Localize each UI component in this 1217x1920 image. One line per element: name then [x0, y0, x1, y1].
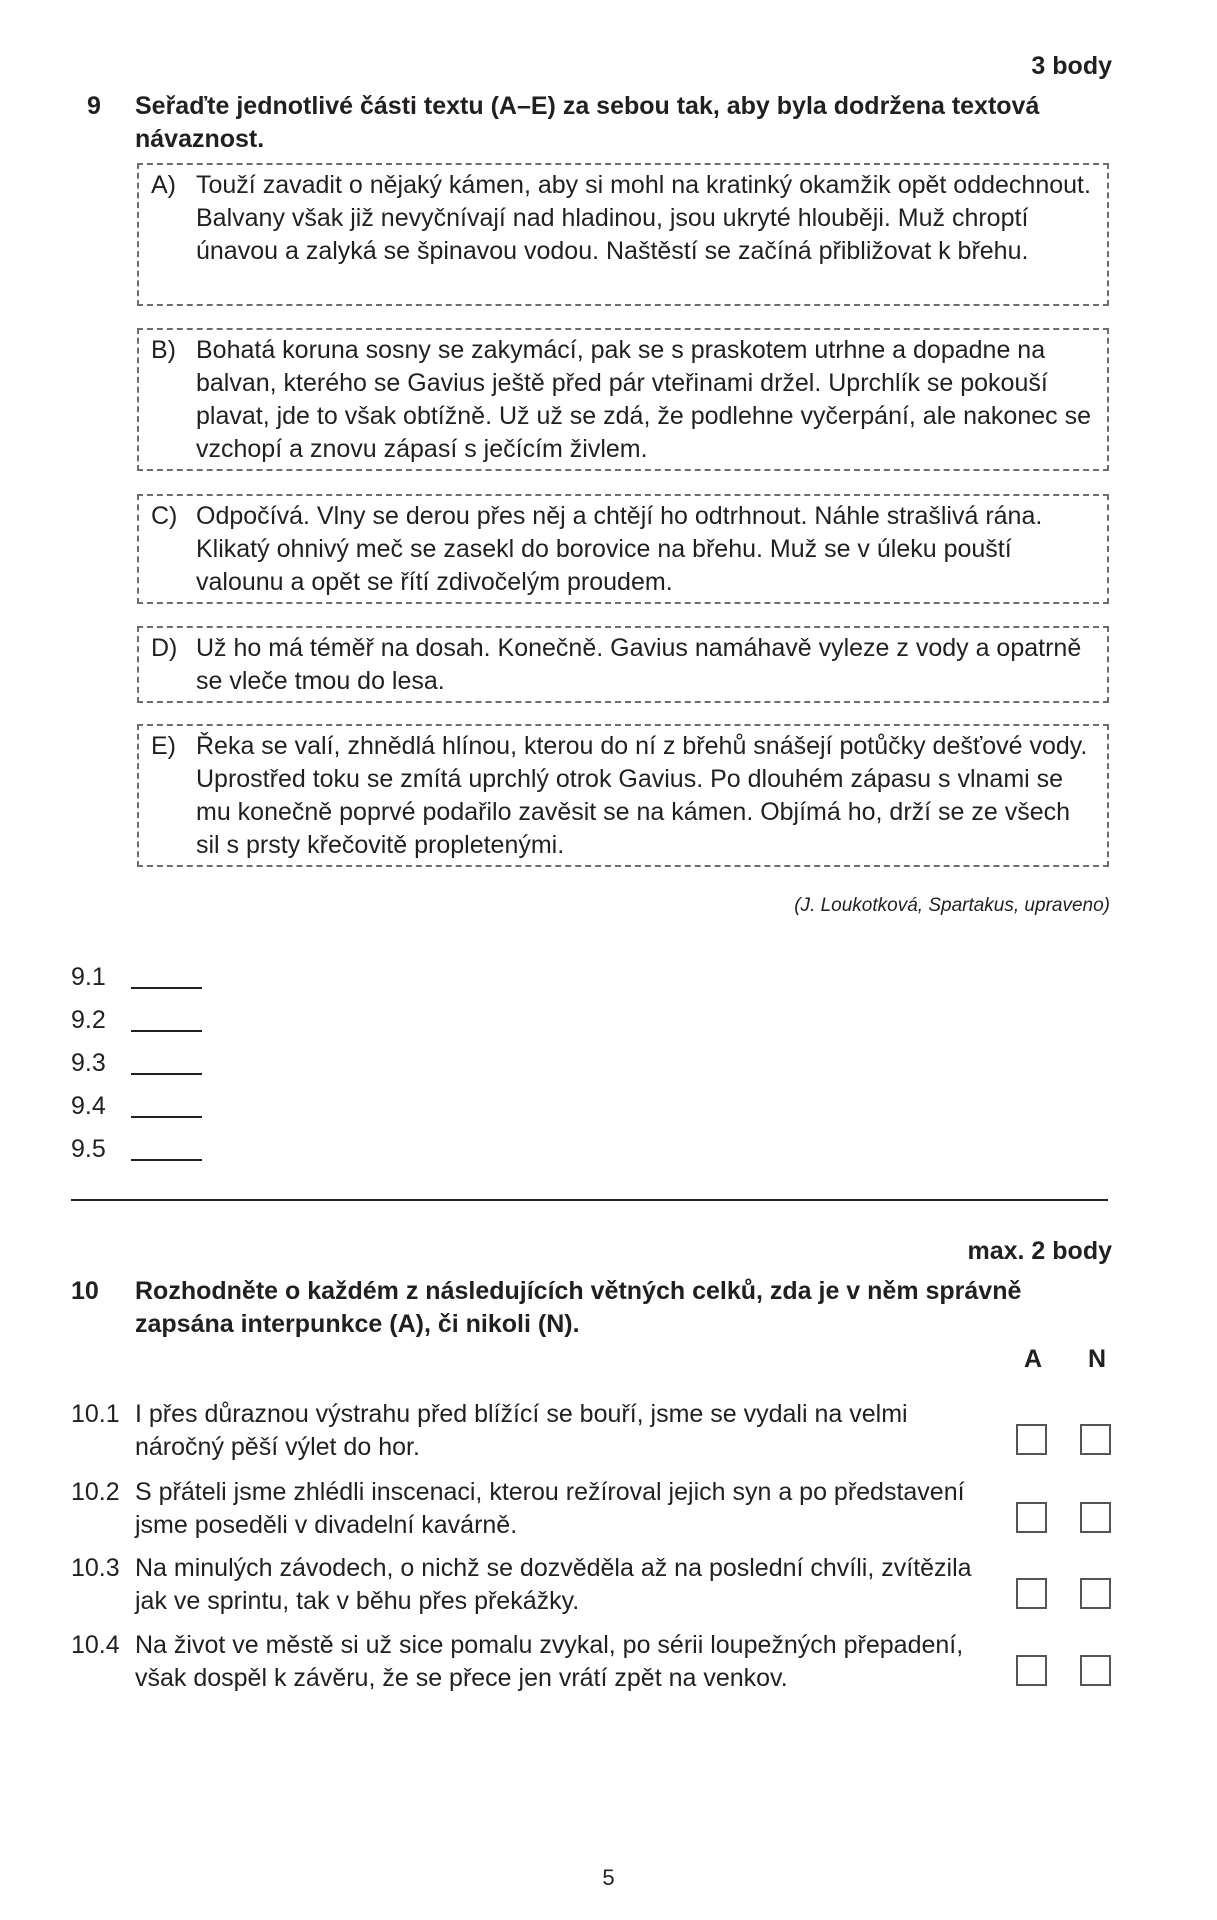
answer-row-9-2: [71, 1006, 131, 1035]
answer-label: 9.5: [71, 1135, 106, 1163]
item-text: Na život ve městě si už sice pomalu zvykal, po sérii loupežných přepadení, však dospěl k závěru, že se přece jen vrátí zpět na venkov.: [135, 1631, 964, 1692]
option-c-box: [137, 494, 1109, 604]
answer-blank[interactable]: [131, 1030, 202, 1032]
answer-blank[interactable]: [131, 1116, 202, 1118]
checkbox-a-10-3[interactable]: [1016, 1578, 1047, 1609]
item-text: S přáteli jsme zhlédli inscenaci, kterou režíroval jejich syn a po představení jsme poseděli v divadelní kavárně.: [135, 1478, 965, 1539]
option-letter: D): [151, 634, 178, 662]
checkbox-a-10-2[interactable]: [1016, 1502, 1047, 1533]
option-a-box: [137, 163, 1109, 306]
checkbox-n-10-4[interactable]: [1080, 1655, 1111, 1686]
option-text: Odpočívá. Vlny se derou přes něj a chtějí ho odtrhnout. Náhle strašlivá rána. Klikatý ohnivý meč se zasekl do borovice na břehu. Muž se v úleku pouští valounu a opět se řítí zdivočelým proudem.: [196, 502, 1043, 596]
option-letter: E): [151, 732, 176, 760]
option-text: Řeka se valí, zhnědlá hlínou, kterou do ní z břehů snášejí potůčky dešťové vody. Uprostřed toku se zmítá uprchlý otrok Gavius. Po dlouhém zápasu s vlnami se mu konečně poprvé podařilo zavěsit se na kámen. Objímá ho, drží se ze všech sil s prsty křečovitě propletenými.: [196, 732, 1088, 859]
answer-label: 9.4: [71, 1092, 106, 1120]
option-letter: A): [151, 171, 176, 199]
page-number: 5: [602, 1865, 615, 1890]
item-number: 10.1: [71, 1400, 120, 1428]
answer-blank[interactable]: [131, 1073, 202, 1075]
task9-instruction: Seřaďte jednotlivé části textu (A–E) za sebou tak, aby byla dodržena textová návaznost.: [135, 92, 1040, 153]
task10-instruction: Rozhodněte o každém z následujících větných celků, zda je v něm správně zapsána interpunkce (A), či nikoli (N).: [135, 1277, 1022, 1338]
option-e-box: [137, 724, 1109, 867]
option-d-box: [137, 626, 1109, 703]
task10-number: 10: [71, 1277, 99, 1305]
task10-points: max. 2 body: [967, 1237, 1112, 1265]
option-text: Bohatá koruna sosny se zakymácí, pak se s praskotem utrhne a dopadne na balvan, kterého se Gavius ještě před pár vteřinami držel. Uprchlík se pokouší plavat, jde to však obtížně. Už už se zdá, že podlehne vyčerpání, ale nakonec se vzchopí a znovu zápasí s ječícím živlem.: [196, 336, 1091, 463]
item-text: I přes důraznou výstrahu před blížící se bouří, jsme se vydali na velmi náročný pěší výlet do hor.: [135, 1400, 908, 1461]
section-divider: [71, 1199, 1108, 1201]
checkbox-n-10-2[interactable]: [1080, 1502, 1111, 1533]
source-citation: (J. Loukotková, Spartakus, upraveno): [794, 895, 1110, 916]
checkbox-n-10-1[interactable]: [1080, 1424, 1111, 1455]
item-number: 10.3: [71, 1554, 120, 1582]
option-b-box: [137, 328, 1109, 471]
answer-label: 9.3: [71, 1049, 106, 1077]
answer-label: 9.1: [71, 963, 106, 991]
item-text: Na minulých závodech, o nichž se dozvěděla až na poslední chvíli, zvítězila jak ve sprintu, tak v běhu přes překážky.: [135, 1554, 972, 1615]
answer-blank[interactable]: [131, 1159, 202, 1161]
answer-blank[interactable]: [131, 987, 202, 989]
answer-row-9-1: [71, 963, 131, 992]
item-number: 10.2: [71, 1478, 120, 1506]
task9-points: 3 body: [1031, 52, 1112, 80]
option-letter: C): [151, 502, 178, 530]
option-letter: B): [151, 336, 176, 364]
answer-row-9-5: [71, 1135, 131, 1164]
checkbox-a-10-1[interactable]: [1016, 1424, 1047, 1455]
option-text: Touží zavadit o nějaký kámen, aby si mohl na kratinký okamžik opět oddechnout. Balvany však již nevyčnívají nad hladinou, jsou ukryté hlouběji. Muž chroptí únavou a zalyká se špinavou vodou. Naštěstí se začíná přibližovat k břehu.: [196, 171, 1091, 265]
answer-row-9-4: [71, 1092, 131, 1121]
task9-number: 9: [87, 92, 101, 120]
option-text: Už ho má téměř na dosah. Konečně. Gavius namáhavě vyleze z vody a opatrně se vleče tmou do lesa.: [196, 634, 1082, 695]
item-number: 10.4: [71, 1631, 120, 1659]
column-header-n: N: [1088, 1345, 1107, 1373]
checkbox-n-10-3[interactable]: [1080, 1578, 1111, 1609]
answer-row-9-3: [71, 1049, 131, 1078]
checkbox-a-10-4[interactable]: [1016, 1655, 1047, 1686]
answer-label: 9.2: [71, 1006, 106, 1034]
column-header-a: A: [1024, 1345, 1043, 1373]
